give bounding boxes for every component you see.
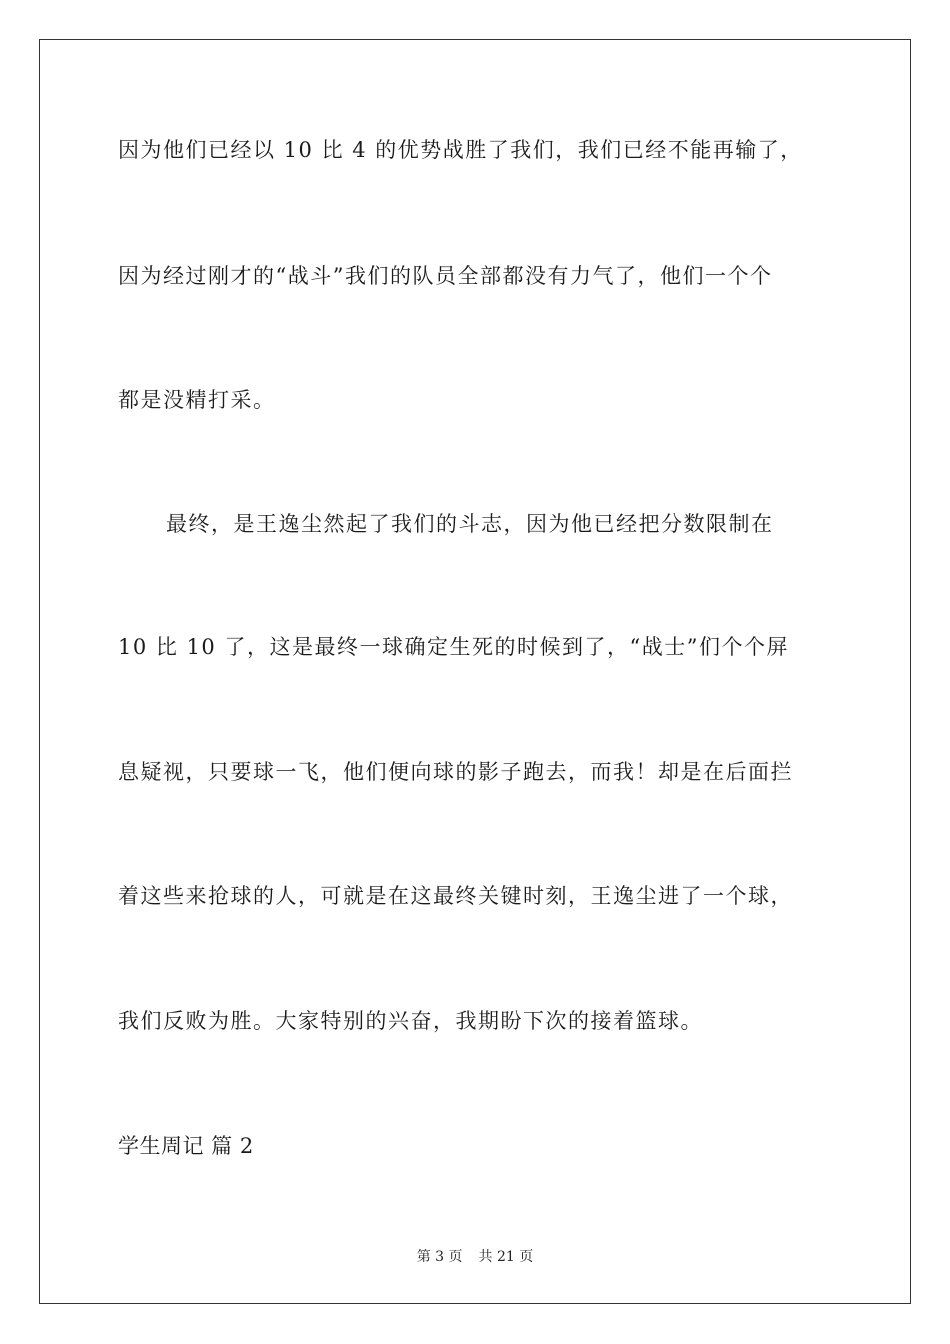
page-footer [0, 1248, 950, 1266]
paragraph-line: 我们反败为胜。大家特别的兴奋，我期盼下次的接着篮球。 [118, 1009, 703, 1033]
paragraph-line: 因为他们已经以 10 比 4 的优势战胜了我们，我们已经不能再输了， [118, 138, 803, 162]
paragraph-line: 10 比 10 了，这是最终一球确定生死的时候到了，“战士”们个个屏 [118, 635, 789, 659]
page-number-current: 第 3 页 [416, 1249, 463, 1265]
page-border [39, 39, 911, 1304]
paragraph-line: 息疑视，只要球一飞，他们便向球的影子跑去，而我！却是在后面拦 [118, 760, 793, 784]
paragraph-line: 都是没精打采。 [118, 388, 276, 412]
paragraph-line: 着这些来抢球的人，可就是在这最终关键时刻，王逸尘进了一个球， [118, 884, 793, 908]
paragraph-line: 最终，是王逸尘然起了我们的斗志，因为他已经把分数限制在 [166, 512, 774, 536]
section-heading: 学生周记 篇 2 [118, 1134, 254, 1158]
page-number-total: 共 21 页 [478, 1249, 534, 1265]
paragraph-line: 因为经过刚才的“战斗”我们的队员全部都没有力气了，他们一个个 [118, 264, 773, 288]
